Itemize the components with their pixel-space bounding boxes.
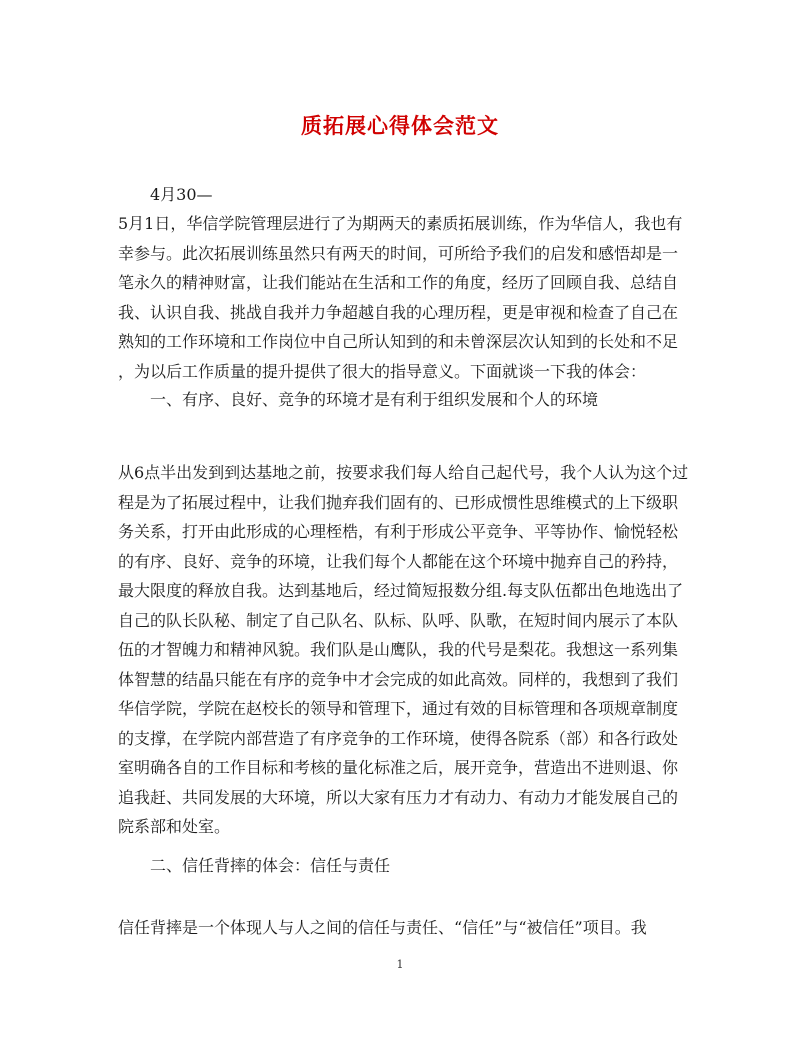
paragraph-line: 室明确各自的工作目标和考核的量化标准之后，展开竞争，营造出不进则退、你 [118, 758, 679, 777]
page-number: 1 [396, 958, 404, 971]
paragraph-line: 自己的队长队秘、制定了自己队名、队标、队呼、队歌，在短时间内展示了本队 [118, 610, 679, 630]
paragraph-line: 5月1日，华信学院管理层进行了为期两天的素质拓展训练，作为华信人，我也有 [118, 214, 683, 233]
paragraph-line: 务关系，打开由此形成的心理桎梏，有利于形成公平竞争、平等协作、愉悦轻松 [118, 522, 679, 541]
paragraph-1 [118, 209, 684, 386]
document-title: 质拓展心得体会范文 [301, 113, 499, 138]
paragraph-line: 体智慧的结晶只能在有序的竞争中才会完成的如此高效。同样的，我想到了我们 [118, 669, 679, 689]
paragraph-3 [118, 913, 684, 943]
paragraph-line: 的有序、良好、竞争的环境，让我们每个人都能在这个环境中抛弃自己的矜持， [118, 551, 679, 571]
paragraph-line: 华信学院，学院在赵校长的领导和管理下，通过有效的目标管理和各项规章制度 [118, 699, 679, 718]
section-heading-text: 一、有序、良好、竞争的环境才是有利于组织发展和个人的环境 [150, 390, 599, 409]
paragraph-line: 程是为了拓展过程中，让我们抛弃我们固有的、已形成惯性思维模式的上下级职 [118, 492, 679, 512]
paragraph-line: 最大限度的释放自我。达到基地后，经过简短报数分组.每支队伍都出色地选出了 [118, 581, 684, 600]
paragraph-line: 从6点半出发到到达基地之前，按要求我们每人给自己起代号，我个人认为这个过 [118, 463, 689, 482]
paragraph-line: 院系部和处室。 [118, 817, 231, 836]
paragraph-line: 我、认识自我、挑战自我并力争超越自我的心理历程，更是审视和检查了自己在 [118, 302, 679, 322]
section-heading-text: 二、信任背摔的体会：信任与责任 [150, 856, 391, 875]
paragraph-line: 追我赶、共同发展的大环境，所以大家有压力才有动力、有动力才能发展自己的 [118, 787, 679, 807]
paragraph-line: 幸参与。此次拓展训练虽然只有两天的时间，可所给予我们的启发和感悟却是一 [118, 243, 679, 263]
paragraph-2 [118, 458, 689, 842]
paragraph-line: 信任背摔是一个体现人与人之间的信任与责任、“信任”与“被信任”项目。我 [118, 918, 647, 937]
paragraph-line: ，为以后工作质量的提升提供了很大的指导意义。下面就谈一下我的体会： [118, 361, 647, 381]
date-line [118, 180, 684, 210]
paragraph-line: 笔永久的精神财富，让我们能站在生活和工作的角度，经历了回顾自我、总结自 [118, 273, 679, 292]
section-heading-1 [118, 385, 684, 415]
paragraph-line: 伍的才智魄力和精神风貌。我们队是山鹰队，我的代号是梨花。我想这一系列集 [118, 640, 679, 659]
section-heading-2 [118, 851, 684, 881]
date-text: 4月30— [150, 185, 213, 204]
paragraph-line: 的支撑，在学院内部营造了有序竞争的工作环境，使得各院系（部）和各行政处 [118, 728, 679, 748]
paragraph-line: 熟知的工作环境和工作岗位中自己所认知到的和未曾深层次认知到的长处和不足 [118, 332, 679, 351]
